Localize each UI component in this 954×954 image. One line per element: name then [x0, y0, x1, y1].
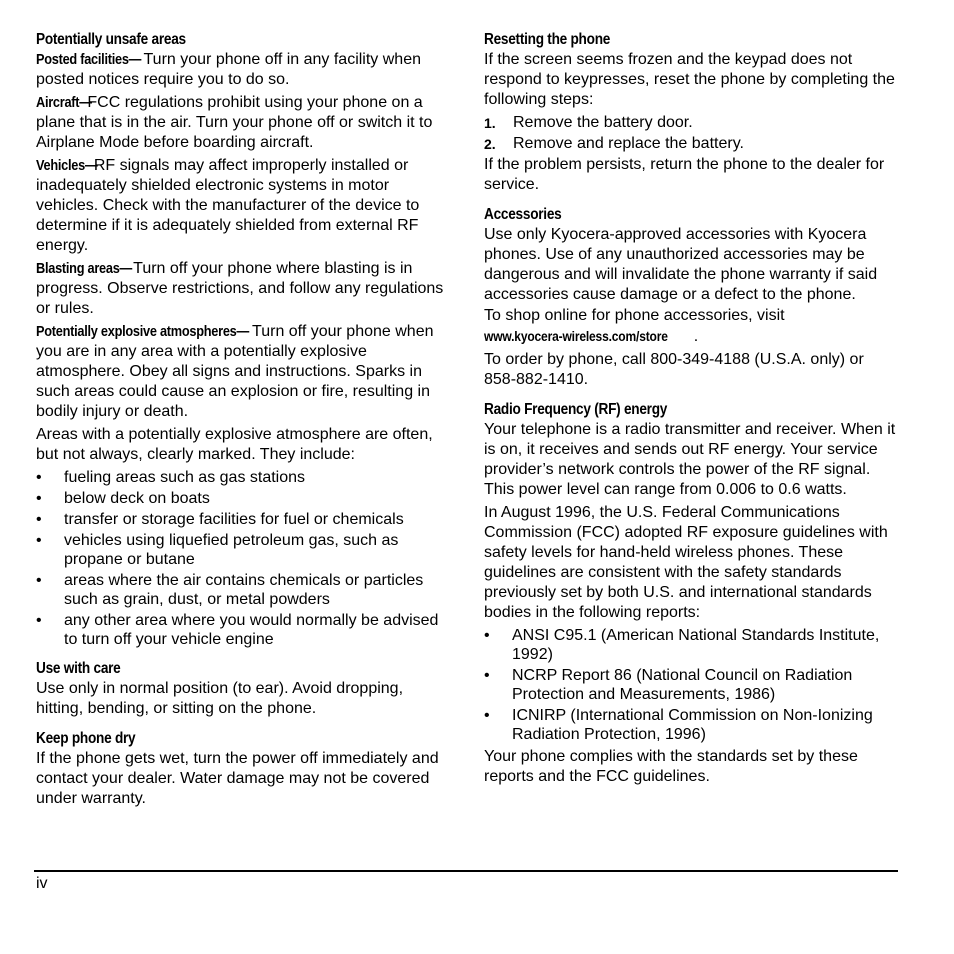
list-item-text: vehicles using liquefied petroleum gas, such as propane or butane — [64, 532, 399, 568]
paragraph-aircraft — [36, 93, 448, 153]
list-item — [36, 489, 448, 508]
term-vehicles: Vehicles— — [36, 158, 98, 174]
heading-rf-energy: Radio Frequency (RF) energy — [484, 401, 668, 418]
right-column — [484, 30, 900, 790]
step-number: 1. — [484, 115, 496, 131]
list-item-text: ANSI C95.1 (American National Standards Institute, 1992) — [512, 627, 880, 663]
paragraph-areas-intro: Areas with a potentially explosive atmosphere are often, but not always, clearly marked. They include: — [36, 426, 433, 463]
left-column — [36, 30, 448, 812]
term-aircraft: Aircraft— — [36, 95, 92, 111]
list-item — [36, 510, 448, 529]
heading-use-with-care: Use with care — [36, 660, 121, 677]
list-item — [484, 666, 900, 704]
term-explosive: Potentially explosive atmospheres— — [36, 324, 249, 340]
paragraph-use-with-care: Use only in normal position (to ear). Avoid dropping, hitting, bending, or sitting on the phone. — [36, 680, 404, 717]
list-item-text: below deck on boats — [64, 490, 210, 507]
bullet-marker: • — [484, 627, 490, 644]
paragraph-reset-outro: If the problem persists, return the phone to the dealer for service. — [484, 156, 885, 193]
heading-accessories: Accessories — [484, 206, 562, 223]
list-item-text: fueling areas such as gas stations — [64, 469, 306, 486]
list-item — [36, 611, 448, 649]
text-explosive: Turn off your phone when you are in any area with a potentially explosive atmosphere. Obey all signs and instructions. Sparks in such areas could cause an explosion or fire, resulting in bodily injury or death. — [36, 323, 434, 420]
list-item — [484, 134, 900, 154]
text-vehicles: RF signals may affect improperly installed or inadequately shielded electronic systems in motor vehicles. Check with the manufacturer of the device to determine if it is adequately shielded from external RF energy. — [36, 157, 420, 254]
bullet-marker: • — [36, 469, 42, 486]
heading-resetting-phone: Resetting the phone — [484, 31, 611, 48]
text-posted-facilities: Turn your phone off in any facility when posted notices require you to do so. — [36, 51, 421, 88]
bullet-marker: • — [36, 612, 42, 629]
bullet-marker: • — [36, 532, 42, 549]
bullet-marker: • — [36, 490, 42, 507]
paragraph-shop-online — [484, 306, 900, 347]
text-blasting: Turn off your phone where blasting is in progress. Observe restrictions, and follow any regulations or rules. — [36, 260, 444, 317]
areas-list — [36, 468, 448, 649]
term-posted-facilities: Posted facilities— — [36, 52, 142, 68]
paragraph-blasting — [36, 259, 448, 319]
list-item — [484, 706, 900, 744]
text-aircraft: FCC regulations prohibit using your phone on a plane that is in the air. Turn your phone off or switch it to Airplane Mode before boarding aircraft. — [36, 94, 433, 151]
footer-divider — [34, 870, 898, 872]
paragraph-accessories: Use only Kyocera-approved accessories with Kyocera phones. Use of any unauthorized accessories may be dangerous and will invalidate the phone warranty if said accessories cause damage or a defect to the phone. — [484, 226, 878, 303]
paragraph-posted-facilities — [36, 50, 448, 90]
reports-list — [484, 626, 900, 744]
list-item — [36, 571, 448, 609]
reset-steps-list — [484, 113, 900, 154]
bullet-marker: • — [484, 707, 490, 724]
paragraph-rf-2: In August 1996, the U.S. Federal Communications Commission (FCC) adopted RF exposure guidelines with safety levels for hand-held wireless phones. These guidelines are consistent with the safety standards previously set by both U.S. and international standards bodies in the following reports: — [484, 504, 888, 621]
shop-text: To shop online for phone accessories, visit — [484, 307, 785, 324]
bullet-marker: • — [36, 572, 42, 589]
term-blasting: Blasting areas— — [36, 261, 133, 277]
step-number: 2. — [484, 136, 496, 152]
shop-period: . — [693, 328, 699, 345]
list-item — [36, 468, 448, 487]
page-number: iv — [36, 875, 48, 892]
list-item — [484, 113, 900, 133]
paragraph-rf-1: Your telephone is a radio transmitter and receiver. When it is on, it receives and sends out RF energy. Your service provider’s network controls the power of the RF signal. This power level can range from 0.006 to 0.6 watts. — [484, 421, 896, 498]
paragraph-rf-outro: Your phone complies with the standards set by these reports and the FCC guidelines. — [484, 748, 858, 785]
list-item — [484, 626, 900, 664]
paragraph-reset-intro: If the screen seems frozen and the keypad does not respond to keypresses, reset the phone by completing the following steps: — [484, 51, 895, 108]
list-item — [36, 531, 448, 569]
step-text: Remove and replace the battery. — [513, 135, 744, 152]
paragraph-order-phone: To order by phone, call 800-349-4188 (U.S.A. only) or 858-882-1410. — [484, 351, 864, 388]
shop-url-link[interactable]: www.kyocera-wireless.com/store — [484, 328, 668, 344]
paragraph-keep-phone-dry: If the phone gets wet, turn the power off immediately and contact your dealer. Water damage may not be covered under warranty. — [36, 750, 439, 807]
step-text: Remove the battery door. — [513, 114, 693, 131]
list-item-text: NCRP Report 86 (National Council on Radiation Protection and Measurements, 1986) — [512, 667, 853, 703]
list-item-text: transfer or storage facilities for fuel or chemicals — [64, 511, 404, 528]
paragraph-explosive — [36, 322, 448, 422]
paragraph-vehicles — [36, 156, 448, 256]
list-item-text: any other area where you would normally be advised to turn off your vehicle engine — [64, 612, 439, 648]
list-item-text: areas where the air contains chemicals or particles such as grain, dust, or metal powders — [64, 572, 424, 608]
bullet-marker: • — [484, 667, 490, 684]
heading-keep-phone-dry: Keep phone dry — [36, 730, 136, 747]
heading-unsafe-areas: Potentially unsafe areas — [36, 31, 186, 48]
bullet-marker: • — [36, 511, 42, 528]
list-item-text: ICNIRP (International Commission on Non-Ionizing Radiation Protection, 1996) — [512, 707, 873, 743]
